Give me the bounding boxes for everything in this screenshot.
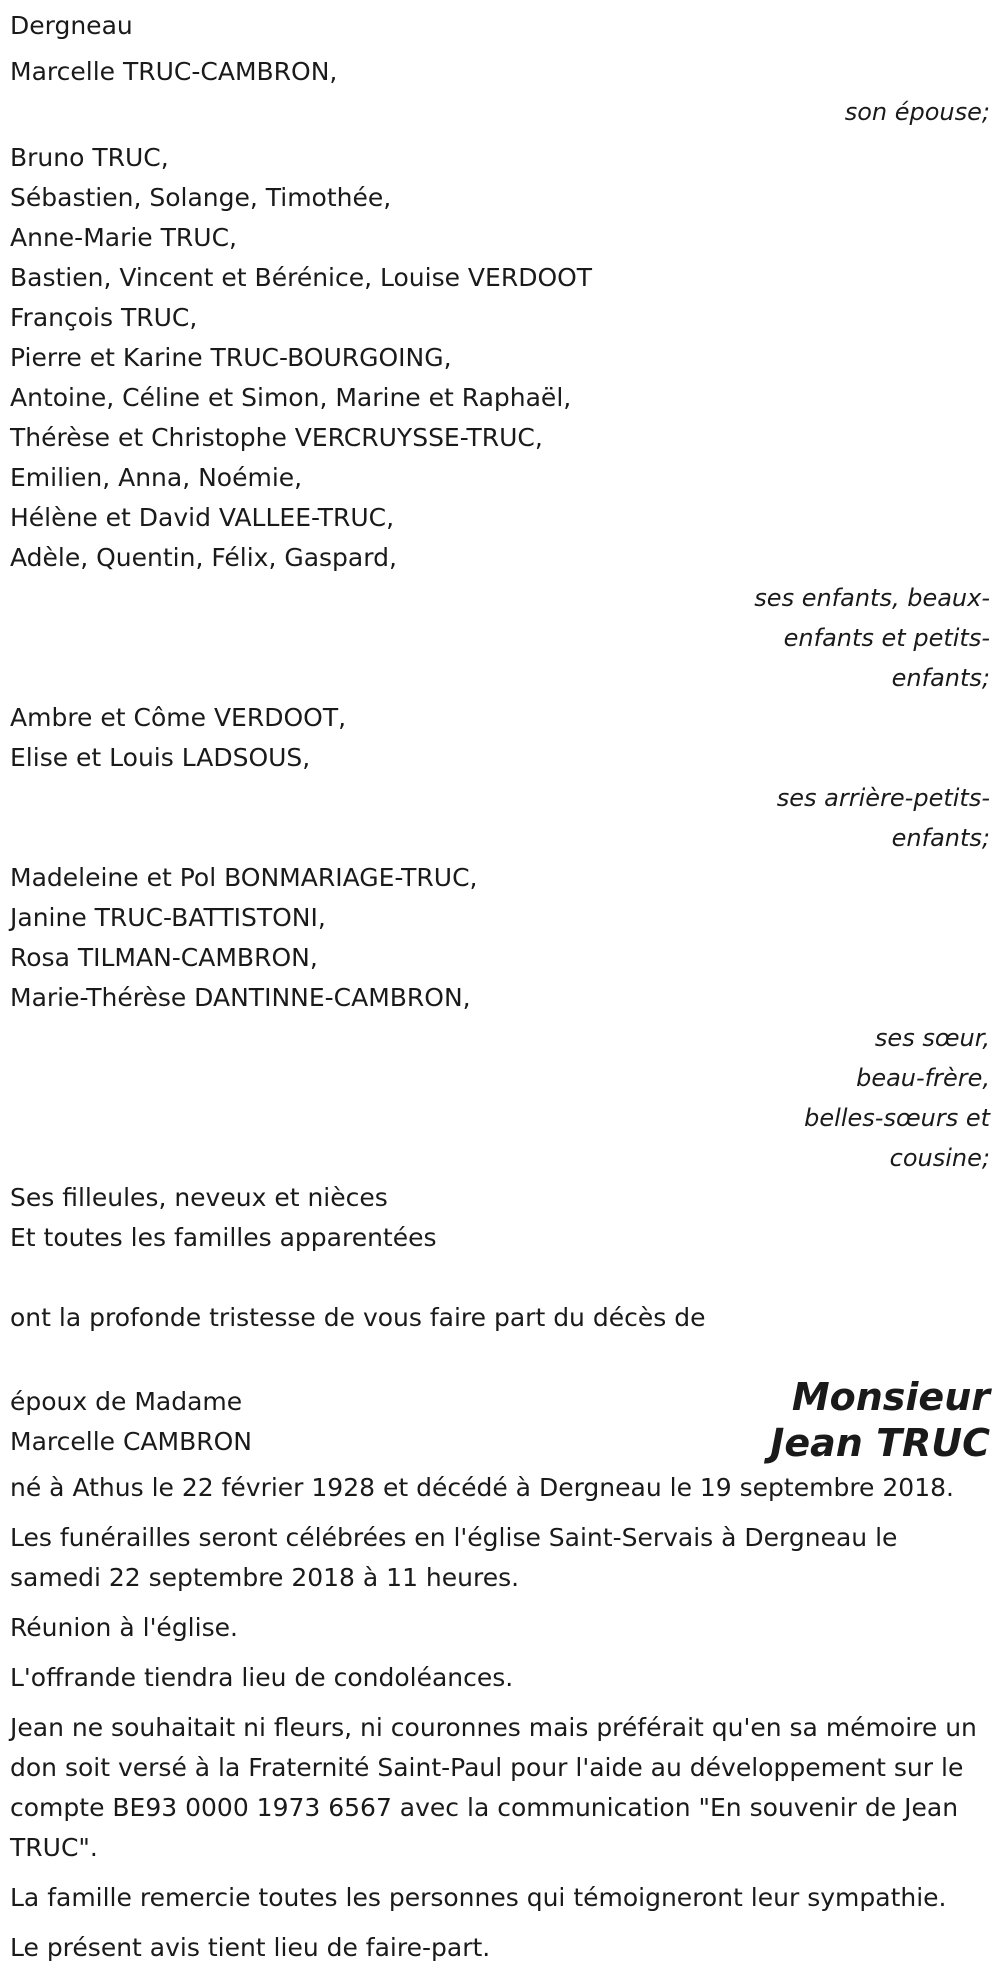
- role-line: belles-sœurs et: [804, 1104, 990, 1132]
- notice-details: [10, 1468, 990, 1968]
- list-item: Adèle, Quentin, Félix, Gaspard,: [10, 543, 397, 572]
- place-heading: Dergneau: [10, 11, 133, 40]
- detail-paragraph: La famille remercie toutes les personnes qui témoigneront leur sympathie.: [10, 1883, 947, 1912]
- spouse-name: Marcelle TRUC-CAMBRON,: [10, 57, 338, 86]
- notice-content: [10, 6, 990, 1978]
- list-item: Antoine, Céline et Simon, Marine et Raphaël,: [10, 383, 572, 412]
- great-grandchildren-list: [10, 698, 990, 778]
- role-line: beau-frère,: [856, 1064, 990, 1092]
- great-grandchildren-role: [10, 778, 990, 858]
- others-list: [10, 1178, 990, 1258]
- list-item: Elise et Louis LADSOUS,: [10, 743, 311, 772]
- siblings-role: [10, 1018, 990, 1178]
- role-line: enfants;: [891, 664, 990, 692]
- detail-paragraph: Le présent avis tient lieu de faire-part.: [10, 1933, 491, 1962]
- announcement-text: ont la profonde tristesse de vous faire part du décès de: [10, 1303, 706, 1332]
- list-item: Ses filleules, neveux et nièces: [10, 1183, 388, 1212]
- role-line: ses sœur,: [874, 1024, 990, 1052]
- role-line: enfants;: [891, 824, 990, 852]
- list-item: Emilien, Anna, Noémie,: [10, 463, 303, 492]
- spouse-role: son épouse;: [844, 98, 990, 126]
- list-item: François TRUC,: [10, 303, 198, 332]
- detail-paragraph: né à Athus le 22 février 1928 et décédé à Dergneau le 19 septembre 2018.: [10, 1473, 954, 1502]
- role-line: ses arrière-petits-: [776, 784, 990, 812]
- list-item: Et toutes les familles apparentées: [10, 1223, 437, 1252]
- role-line: ses enfants, beaux-: [754, 584, 990, 612]
- list-item: Bastien, Vincent et Bérénice, Louise VERDOOT: [10, 263, 593, 292]
- list-item: Hélène et David VALLEE-TRUC,: [10, 503, 395, 532]
- detail-paragraph: Réunion à l'église.: [10, 1613, 238, 1642]
- detail-paragraph: Jean ne souhaitait ni fleurs, ni couronnes mais préférait qu'en sa mémoire un don soit versé à la Fraternité Saint-Paul pour l'aide au développement sur le compte BE93 0000 1973 6567 avec la communication "En souvenir de Jean TRUC".: [10, 1713, 977, 1862]
- deceased-spouse-line: époux de Madame: [10, 1387, 243, 1416]
- deceased-spouse-line: Marcelle CAMBRON: [10, 1427, 252, 1456]
- deceased-name-block: [770, 1374, 990, 1466]
- deceased-spouse: [10, 1382, 252, 1462]
- children-role: [10, 578, 990, 698]
- list-item: Thérèse et Christophe VERCRUYSSE-TRUC,: [10, 423, 543, 452]
- children-list: [10, 138, 990, 578]
- list-item: Pierre et Karine TRUC-BOURGOING,: [10, 343, 452, 372]
- role-line: cousine;: [889, 1144, 990, 1172]
- role-line: enfants et petits-: [783, 624, 990, 652]
- siblings-list: [10, 858, 990, 1018]
- list-item: Marie-Thérèse DANTINNE-CAMBRON,: [10, 983, 471, 1012]
- list-item: Ambre et Côme VERDOOT,: [10, 703, 347, 732]
- list-item: Bruno TRUC,: [10, 143, 169, 172]
- list-item: Madeleine et Pol BONMARIAGE-TRUC,: [10, 863, 478, 892]
- deceased-title: Monsieur: [791, 1375, 990, 1419]
- detail-paragraph: Les funérailles seront célébrées en l'église Saint-Servais à Dergneau le samedi 22 septembre 2018 à 11 heures.: [10, 1523, 898, 1592]
- detail-paragraph: L'offrande tiendra lieu de condoléances.: [10, 1663, 514, 1692]
- list-item: Sébastien, Solange, Timothée,: [10, 183, 392, 212]
- list-item: Anne-Marie TRUC,: [10, 223, 237, 252]
- deceased-row: [10, 1375, 990, 1465]
- list-item: Janine TRUC-BATTISTONI,: [10, 903, 326, 932]
- list-item: Rosa TILMAN-CAMBRON,: [10, 943, 318, 972]
- deceased-name: Jean TRUC: [770, 1421, 990, 1465]
